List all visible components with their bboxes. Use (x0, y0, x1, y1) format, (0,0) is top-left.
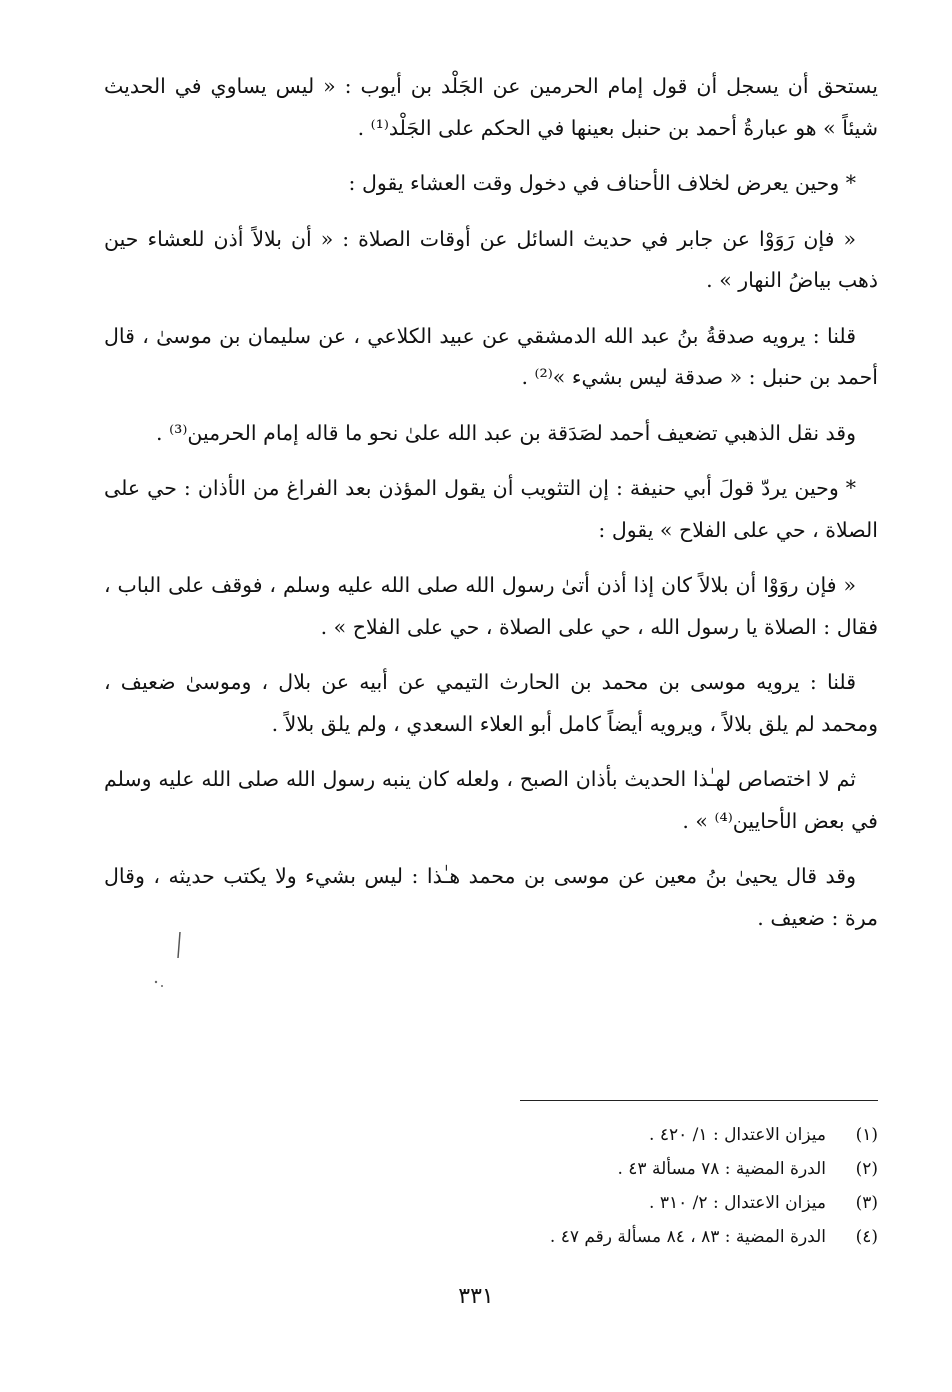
footnote-text: ميزان الاعتدال : ٢/ ٣١٠ . (649, 1193, 826, 1213)
scan-specks (150, 930, 190, 1000)
footnote-number: (١) (855, 1125, 878, 1145)
footnote-4 (378, 1220, 878, 1254)
footnotes (378, 1118, 878, 1254)
paragraph-4: قلنا : يرويه صدقةُ بنُ عبد الله الدمشقي عن عبيد الكلاعي ، عن سليمان بن موسىٰ ، قال أحمد بن حنبل : « صدقة ليس بشيء »⁽²⁾ . (104, 323, 878, 389)
paragraph-10: وقد قال يحيىٰ بنُ معين عن موسى بن محمد هـٰذا : ليس بشيء ولا يكتب حديثه ، وقال مرة : ضعيف . (104, 864, 878, 930)
footnote-1 (378, 1118, 878, 1152)
footnote-2 (378, 1152, 878, 1186)
footnote-text: الدرة المضية : ٧٨ مسألة ٤٣ . (617, 1159, 826, 1179)
paragraph-5: وقد نقل الذهبي تضعيف أحمد لصَدَقة بن عبد الله علىٰ نحو ما قاله إمام الحرمين⁽³⁾ . (156, 420, 856, 445)
paragraph-6: * وحين يردّ قولَ أبي حنيفة : إن التثويب أن يقول المؤذن بعد الفراغ من الأذان : حي على الصلاة ، حي على الفلاح » يقول : (104, 476, 878, 542)
paragraph-2: * وحين يعرض لخلاف الأحناف في دخول وقت العشاء يقول : (348, 171, 856, 195)
paragraph-3: « فإن رَوَوْا عن جابر في حديث السائل عن أوقات الصلاة : « أن بلالاً أذن للعشاء حين ذهب بياضُ النهار » . (104, 226, 878, 292)
footnote-text: الدرة المضية : ٨٣ ، ٨٤ مسألة رقم ٤٧ . (549, 1227, 826, 1247)
footnote-number: (٤) (855, 1227, 878, 1247)
main-text (104, 66, 878, 953)
footnote-number: (٢) (855, 1159, 878, 1179)
footnote-text: ميزان الاعتدال : ١/ ٤٢٠ . (649, 1125, 826, 1145)
paragraph-9: ثم لا اختصاص لهـٰذا الحديث بأذان الصبح ، ولعله كان ينبه رسول الله صلى الله عليه وسلم في بعض الأحايين⁽⁴⁾ » . (104, 767, 878, 833)
footnote-3 (378, 1186, 878, 1220)
paragraph-8: قلنا : يرويه موسى بن محمد بن الحارث التيمي عن أبيه عن بلال ، وموسىٰ ضعيف ، ومحمد لم يلق بلالاً ، ويرويه أيضاً كامل أبو العلاء السعدي ، ولم يلق بلالاً . (104, 670, 878, 736)
footnote-number: (٣) (855, 1193, 878, 1213)
paragraph-1: يستحق أن يسجل أن قول إمام الحرمين عن الجَلْد بن أيوب : « ليس يساوي في الحديث شيئاً » هو عبارةُ أحمد بن حنبل بعينها في الحكم على الجَلْد⁽¹⁾ . (104, 74, 878, 140)
page-number: ٣٣١ (458, 1284, 494, 1309)
footnote-divider (520, 1100, 878, 1101)
paragraph-7: « فإن روَوْا أن بلالاً كان إذا أذن أتىٰ رسول الله صلى الله عليه وسلم ، فوقف على الباب ، فقال : الصلاة يا رسول الله ، حي على الصلاة ، حي على الفلاح » . (104, 573, 878, 639)
